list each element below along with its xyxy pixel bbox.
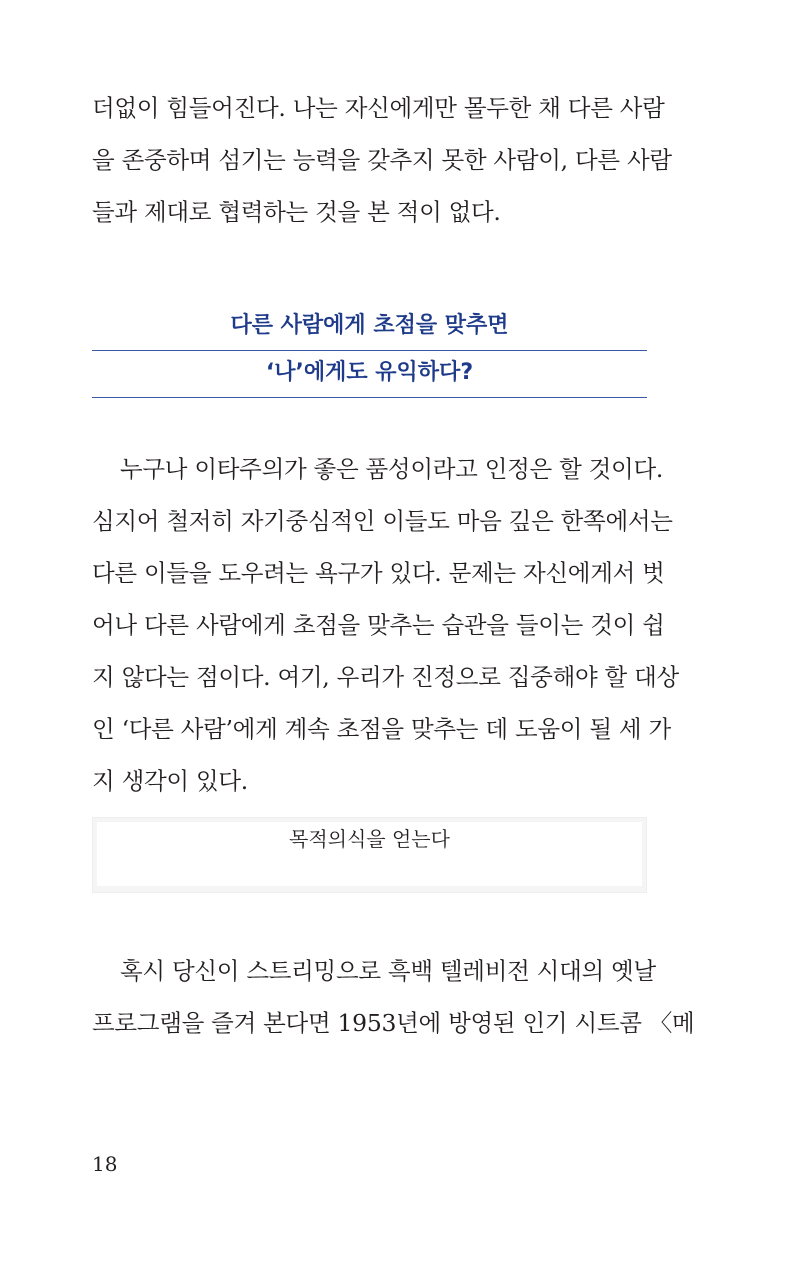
paragraph-continuation — [92, 82, 672, 238]
text-line: 을 존중하며 섬기는 능력을 갖추지 못한 사람이, 다른 사람 — [92, 146, 672, 174]
paragraph-body — [92, 945, 695, 1049]
subheading-box — [92, 817, 647, 893]
text-line: 어나 다른 사람에게 초점을 맞추는 습관을 들이는 것이 쉽 — [92, 611, 665, 639]
text-line: 심지어 철저히 자기중심적인 이들도 마음 깊은 한쪽에서는 — [92, 507, 673, 535]
text-line: 더없이 힘들어진다. 나는 자신에게만 몰두한 채 다른 사람 — [92, 94, 665, 122]
text-line: 인 ‘다른 사람’에게 계속 초점을 맞추는 데 도움이 될 세 가 — [92, 715, 671, 743]
text-line: 프로그램을 즐겨 본다면 1953년에 방영된 인기 시트콤 〈메 — [92, 1009, 695, 1037]
paragraph-intro — [92, 443, 679, 807]
text-line: 누구나 이타주의가 좋은 품성이라고 인정은 할 것이다. — [120, 455, 664, 483]
section-heading-line-1: 다른 사람에게 초점을 맞추면 — [92, 304, 647, 351]
text-line: 혹시 당신이 스트리밍으로 흑백 텔레비전 시대의 옛날 — [120, 957, 656, 985]
text-line: 지 않다는 점이다. 여기, 우리가 진정으로 집중해야 할 대상 — [92, 663, 679, 691]
text-line: 들과 제대로 협력하는 것을 본 적이 없다. — [92, 198, 501, 226]
text-line: 다른 이들을 도우려는 욕구가 있다. 문제는 자신에게서 벗 — [92, 559, 665, 587]
section-heading-line-2: ‘나’에게도 유익하다? — [92, 351, 647, 398]
page-number: 18 — [92, 1152, 118, 1176]
subheading-title: 목적의식을 얻는다 — [289, 827, 450, 851]
text-line: 지 생각이 있다. — [92, 767, 248, 795]
section-heading — [92, 304, 647, 398]
